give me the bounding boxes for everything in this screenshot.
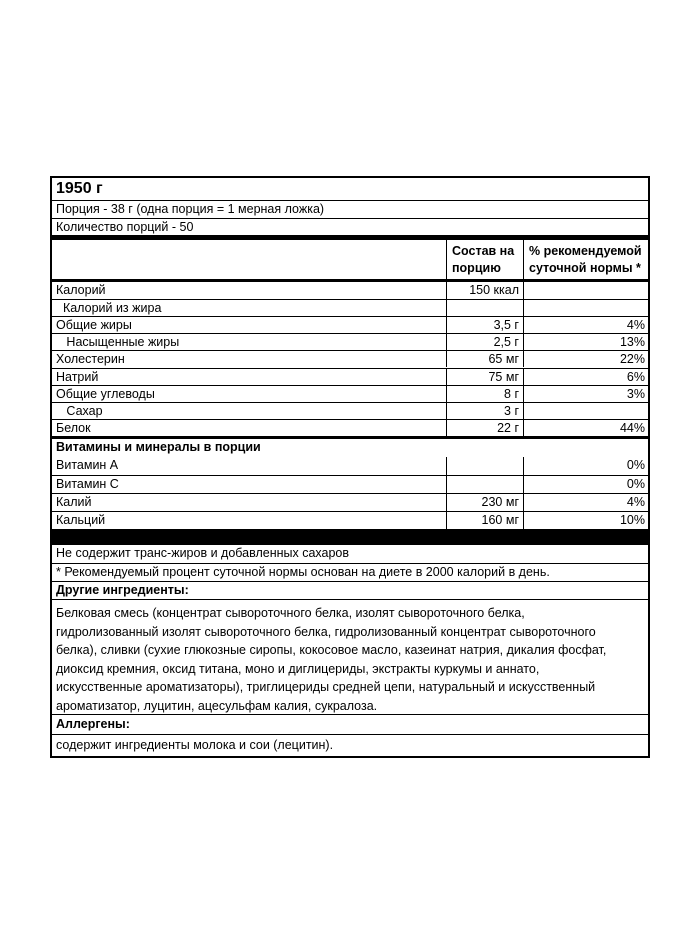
- table-row: [52, 368, 648, 385]
- table-row: [52, 282, 648, 299]
- footnote-row: [52, 563, 648, 581]
- servings-count: Количество порций - 50: [56, 220, 194, 234]
- table-row: [52, 350, 648, 367]
- table-row: [52, 333, 648, 350]
- nutrient-name: Сахар: [56, 403, 103, 418]
- table-row: [52, 457, 648, 475]
- nutrient-name: Белок: [56, 420, 91, 435]
- table-row: [52, 299, 648, 316]
- nutrient-daily-value: 4%: [626, 318, 645, 333]
- nutrient-amount: 3,5 г: [493, 318, 519, 333]
- nutrient-amount: 8 г: [504, 386, 519, 401]
- table-row: [52, 402, 648, 419]
- nutrient-daily-value: 0%: [626, 458, 645, 472]
- nutrient-daily-value: 10%: [619, 513, 645, 527]
- column-header-row: [52, 240, 648, 280]
- allergens-title-row: [52, 714, 648, 734]
- nutrient-name: Кальций: [56, 513, 106, 527]
- allergens-text: содержит ингредиенты молока и сои (лецитин).: [56, 738, 334, 752]
- nutrient-daily-value: 3%: [626, 386, 645, 401]
- nutrient-name: Витамин А: [56, 458, 119, 472]
- nutrient-daily-value: 44%: [619, 420, 645, 435]
- portion-row: [52, 200, 648, 218]
- nutrient-name: Калорий: [56, 283, 106, 297]
- net-weight: 1950 г: [56, 180, 103, 197]
- ingredients-title-row: [52, 581, 648, 599]
- nutrient-amount: 150 ккал: [469, 283, 519, 297]
- nutrient-name: Витамин С: [56, 477, 119, 491]
- portion-size: Порция - 38 г (одна порция = 1 мерная ложка): [56, 202, 325, 216]
- thick-divider: [52, 529, 648, 545]
- nutrient-daily-value: 0%: [626, 477, 645, 491]
- table-row: [52, 475, 648, 493]
- nutrient-daily-value: 13%: [619, 335, 645, 350]
- ingredients-row: [52, 599, 648, 714]
- nutrient-daily-value: 4%: [626, 495, 645, 509]
- dv-header: % рекомендуемой суточной нормы *: [529, 244, 642, 275]
- table-row: [52, 419, 648, 436]
- nutrient-name: Общие углеводы: [56, 386, 155, 401]
- vitamins-title-row: [52, 439, 648, 457]
- table-row: [52, 511, 648, 529]
- nutrient-daily-value: 6%: [626, 369, 645, 384]
- nutrient-amount: 2,5 г: [493, 335, 519, 350]
- nutrient-name: Калий: [56, 495, 92, 509]
- trans-note-row: [52, 545, 648, 563]
- ingredients-title: Другие ингредиенты:: [56, 583, 189, 597]
- nutrient-amount: 160 мг: [481, 513, 519, 527]
- nutrient-name: Натрий: [56, 369, 99, 384]
- nutrient-amount: 230 мг: [481, 495, 519, 509]
- weight-row: [52, 178, 648, 200]
- nutrient-name: Насыщенные жиры: [56, 335, 180, 350]
- allergens-row: [52, 734, 648, 756]
- table-row: [52, 493, 648, 511]
- table-row: [52, 385, 648, 402]
- nutrient-name: Холестерин: [56, 352, 125, 367]
- nutrient-daily-value: 22%: [619, 352, 645, 367]
- nutrition-facts-panel: [50, 176, 650, 758]
- table-row: [52, 316, 648, 333]
- servings-row: [52, 218, 648, 236]
- ingredients-text: Белковая смесь (концентрат сывороточного белка, изолят сывороточного белка, гидролизованный изолят сывороточного белка, гидролизованный концентрат сывороточного белка), сливки (сухие глюкозные сиропы, кокосовое масло, казеинат натрия, дикалия фосфат, диоксид кремния, оксид титана, моно и диглицериды, экстракты куркумы и аннато, искусственные ароматизаторы), триглицериды средней цепи, натуральный и искусственный ароматизатор, луцитин, ацесульфам калия, сукралоза.: [56, 606, 607, 713]
- amount-header: Состав на порцию: [452, 244, 515, 275]
- dv-footnote: * Рекомендуемый процент суточной нормы основан на диете в 2000 калорий в день.: [56, 565, 550, 579]
- nutrient-amount: 22 г: [497, 420, 519, 435]
- vitamins-title: Витамины и минералы в порции: [56, 440, 261, 454]
- nutrient-name: Общие жиры: [56, 318, 132, 333]
- nutrient-name: Калорий из жира: [56, 301, 162, 316]
- trans-note: Не содержит транс-жиров и добавленных сахаров: [56, 546, 350, 560]
- allergens-title: Аллергены:: [56, 717, 130, 731]
- nutrient-amount: 75 мг: [488, 369, 519, 384]
- nutrient-amount: 3 г: [504, 403, 519, 418]
- nutrient-amount: 65 мг: [488, 352, 519, 367]
